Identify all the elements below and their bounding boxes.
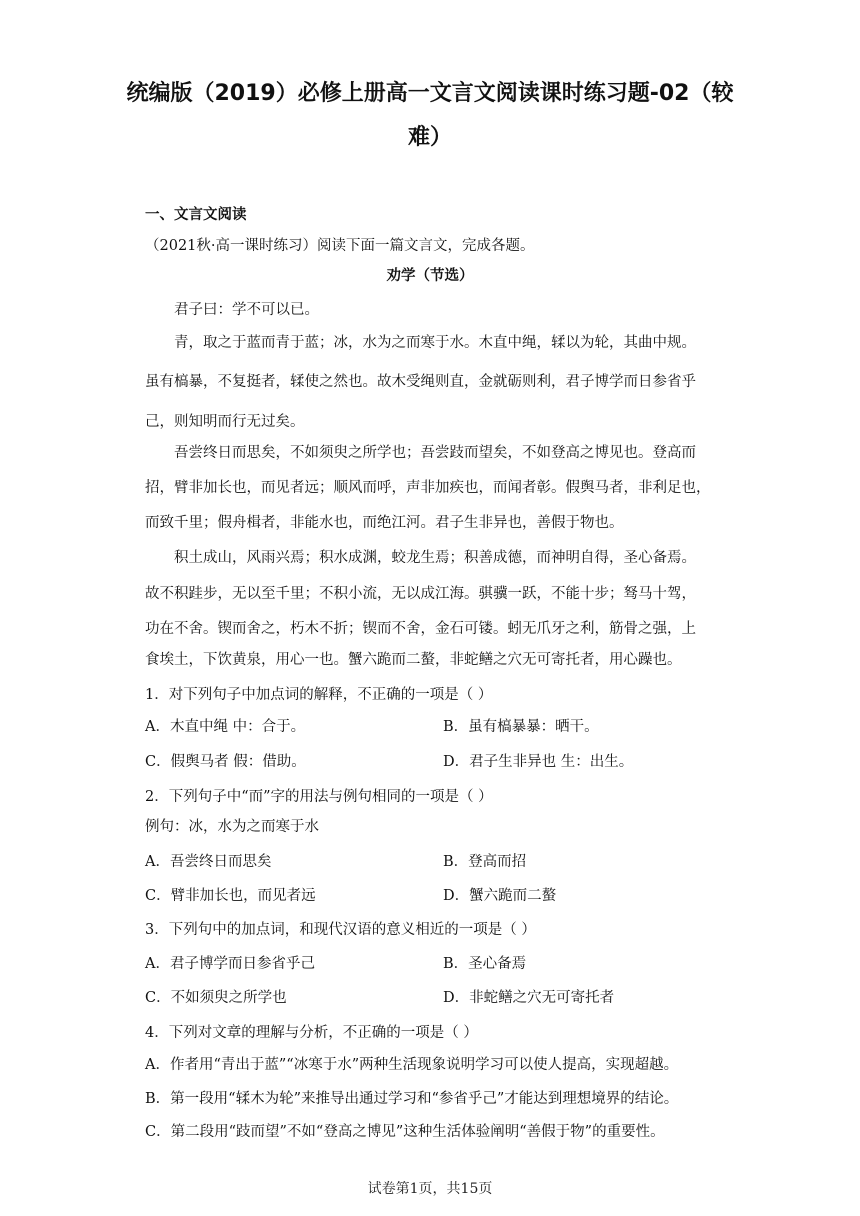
question-stem: 3．下列句中的加点词，和现代汉语的意义相近的一项是（ ） bbox=[145, 922, 536, 938]
question-stem: 4．下列对文章的理解与分析，不正确的一项是（ ） bbox=[145, 1025, 478, 1041]
page-footer: 试卷第1页，共15页 bbox=[367, 1181, 493, 1197]
option-a[interactable]: A．吾尝终日而思矣 bbox=[145, 854, 272, 870]
title-line-2: 难） bbox=[407, 125, 452, 150]
passage-line: 己，则知明而行无过矣。 bbox=[145, 414, 305, 430]
option-b[interactable]: B．登高而招 bbox=[443, 854, 527, 870]
section-heading: 一、文言文阅读 bbox=[145, 207, 247, 223]
option-d[interactable]: D．非蛇鳝之穴无可寄托者 bbox=[443, 990, 615, 1006]
question-stem: 1．对下列句子中加点词的解释，不正确的一项是（ ） bbox=[145, 687, 493, 703]
option-c[interactable]: C．第二段用“跂而望”不如“登高之博见”这种生活体验阐明“善假于物”的重要性。 bbox=[145, 1124, 665, 1140]
option-a[interactable]: A．木直中绳 中：合于。 bbox=[145, 719, 306, 735]
option-b[interactable]: B．虽有槁暴暴：晒干。 bbox=[443, 719, 599, 735]
option-c[interactable]: C．不如须臾之所学也 bbox=[145, 990, 287, 1006]
option-c[interactable]: C．臂非加长也，而见者远 bbox=[145, 888, 316, 904]
option-d[interactable]: D．君子生非异也 生：出生。 bbox=[443, 754, 634, 770]
passage-line: 食埃土，下饮黄泉，用心一也。蟹六跪而二螯，非蛇鳝之穴无可寄托者，用心躁也。 bbox=[145, 652, 682, 668]
passage-title: 劝学（节选） bbox=[386, 268, 474, 284]
passage-line: 吾尝终日而思矣，不如须臾之所学也；吾尝跂而望矣，不如登高之博见也。登高而 bbox=[174, 445, 696, 461]
example-sentence: 例句：冰，水为之而寒于水 bbox=[145, 819, 319, 835]
option-d[interactable]: D．蟹六跪而二螯 bbox=[443, 888, 557, 904]
question-stem: 2．下列句子中“而”字的用法与例句相同的一项是（ ） bbox=[145, 789, 493, 805]
option-b[interactable]: B．第一段用“𫐓木为轮”来推导出通过学习和“参省乎己”才能达到理想境界的结论。 bbox=[145, 1091, 679, 1107]
passage-line: 而致千里；假舟楫者，非能水也，而绝江河。君子生非异也，善假于物也。 bbox=[145, 515, 624, 531]
source-note: （2021秋·高一课时练习）阅读下面一篇文言文，完成各题。 bbox=[145, 238, 535, 254]
passage-line: 积土成山，风雨兴焉；积水成渊，蛟龙生焉；积善成德，而神明自得，圣心备焉。 bbox=[174, 550, 696, 566]
passage-line: 故不积跬步，无以至千里；不积小流，无以成江海。骐骥一跃，不能十步；驽马十驾， bbox=[145, 586, 696, 602]
passage-line: 君子曰：学不可以已。 bbox=[174, 302, 319, 318]
passage-line: 功在不舍。锲而舍之，朽木不折；锲而不舍，金石可镂。蚓无爪牙之利，筋骨之强，上 bbox=[145, 621, 696, 637]
title-line-1: 统编版（2019）必修上册高一文言文阅读课时练习题-02（较 bbox=[126, 81, 734, 106]
passage-line: 虽有槁暴，不复挺者，𫐓使之然也。故木受绳则直，金就砺则利，君子博学而日参省乎 bbox=[145, 374, 696, 390]
option-a[interactable]: A．作者用“青出于蓝”“冰寒于水”两种生活现象说明学习可以使人提高，实现超越。 bbox=[145, 1057, 679, 1073]
passage-line: 招，臂非加长也，而见者远；顺风而呼，声非加疾也，而闻者彰。假舆马者，非利足也， bbox=[145, 480, 711, 496]
option-b[interactable]: B．圣心备焉 bbox=[443, 956, 527, 972]
option-c[interactable]: C．假舆马者 假：借助。 bbox=[145, 754, 306, 770]
option-a[interactable]: A．君子博学而日参省乎己 bbox=[145, 956, 315, 972]
passage-line: 青，取之于蓝而青于蓝；冰，水为之而寒于水。木直中绳，𫐓以为轮，其曲中规。 bbox=[174, 335, 696, 351]
